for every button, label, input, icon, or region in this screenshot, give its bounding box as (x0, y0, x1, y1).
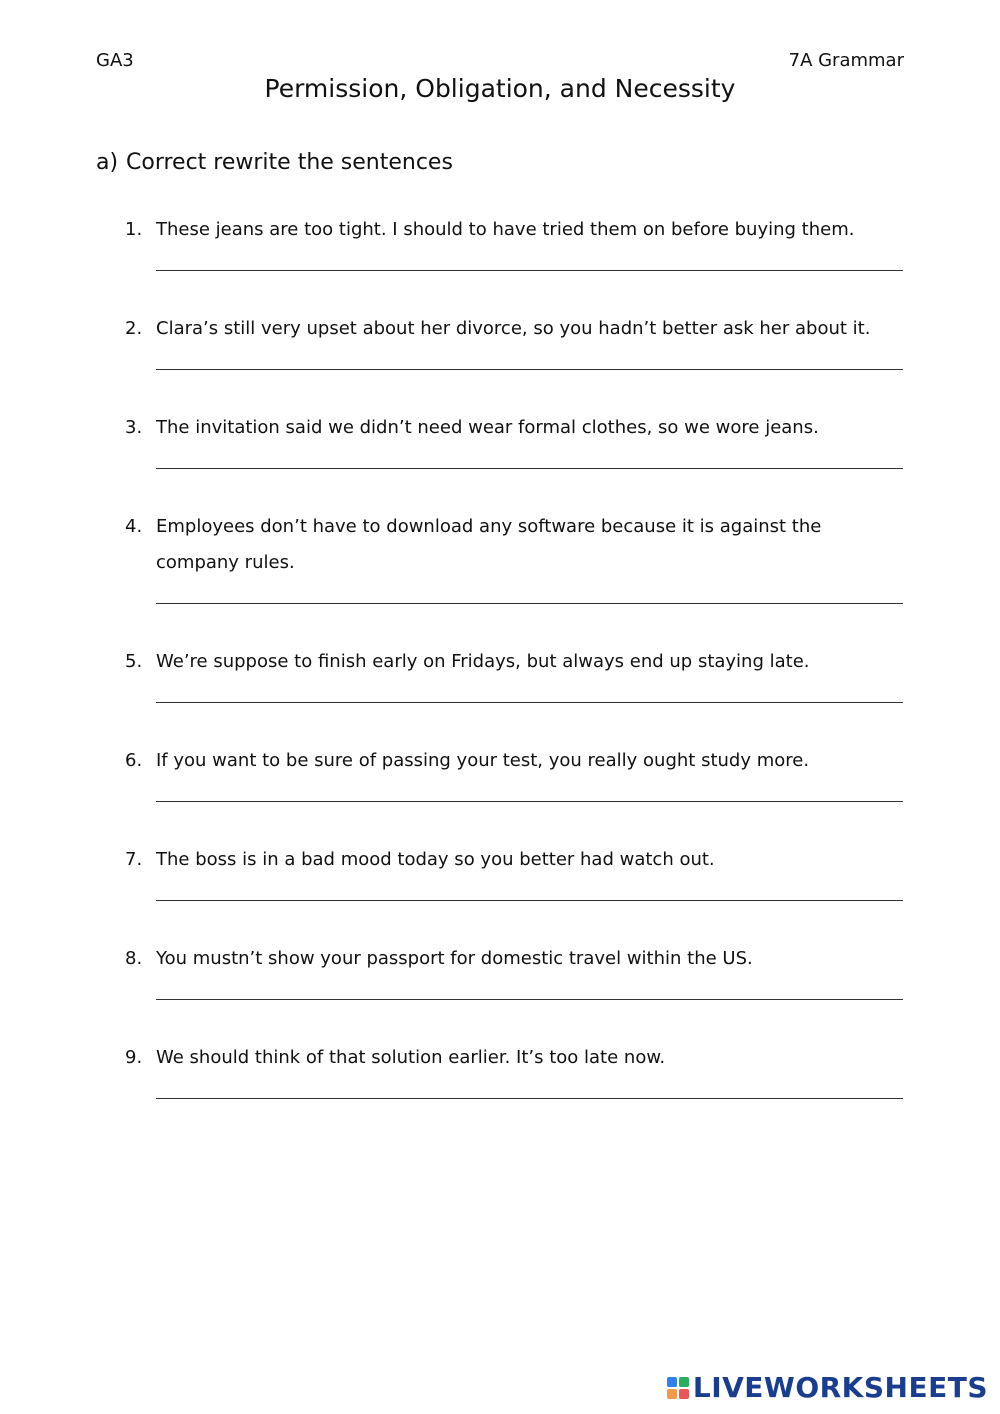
page-title: Permission, Obligation, and Necessity (264, 74, 736, 103)
question-prompt: The invitation said we didn’t need wear formal clothes, so we wore jeans. (156, 417, 819, 438)
question-number: 9. (125, 1047, 143, 1068)
question-prompt: We should think of that solution earlier. It’s too late now. (156, 1047, 666, 1068)
question-prompt: The boss is in a bad mood today so you better had watch out. (156, 849, 715, 870)
logo-text: LIVEWORKSHEETS (692, 1371, 988, 1404)
answer-line[interactable] (156, 801, 903, 802)
logo-square (667, 1389, 677, 1399)
liveworksheets-logo (667, 1371, 988, 1404)
question-prompt: You mustn’t show your passport for domestic travel within the US. (156, 948, 753, 969)
question-item (125, 212, 903, 271)
answer-line[interactable] (156, 369, 903, 370)
answer-line[interactable] (156, 468, 903, 469)
question-number: 3. (125, 417, 143, 438)
question-number: 7. (125, 849, 143, 870)
question-item (125, 410, 903, 469)
answer-line[interactable] (156, 603, 903, 604)
unit-label: 7A Grammar (788, 50, 904, 71)
question-prompt: These jeans are too tight. I should to have tried them on before buying them. (156, 219, 855, 240)
question-item (125, 311, 903, 370)
question-item (125, 743, 903, 802)
question-item (125, 509, 903, 604)
question-number: 5. (125, 651, 143, 672)
question-item (125, 644, 903, 703)
question-number: 4. (125, 516, 143, 537)
question-prompt: We’re suppose to finish early on Fridays, but always end up staying late. (156, 651, 810, 672)
section-letter: a) (96, 150, 119, 175)
question-item (125, 1040, 903, 1099)
question-number: 8. (125, 948, 143, 969)
answer-line[interactable] (156, 900, 903, 901)
question-number: 2. (125, 318, 143, 339)
worksheet-code: GA3 (96, 50, 134, 71)
answer-line[interactable] (156, 270, 903, 271)
question-number: 6. (125, 750, 143, 771)
question-list (125, 212, 903, 1139)
answer-line[interactable] (156, 1098, 903, 1099)
logo-square (679, 1377, 689, 1387)
question-item (125, 842, 903, 901)
logo-square (679, 1389, 689, 1399)
section-heading (96, 150, 453, 175)
answer-line[interactable] (156, 999, 903, 1000)
section-instruction: Correct rewrite the sentences (126, 150, 453, 175)
liveworksheets-logo-icon (667, 1377, 689, 1399)
question-prompt: Employees don’t have to download any software because it is against the company rules. (156, 516, 822, 573)
answer-line[interactable] (156, 702, 903, 703)
question-item (125, 941, 903, 1000)
logo-square (667, 1377, 677, 1387)
question-number: 1. (125, 219, 143, 240)
question-prompt: If you want to be sure of passing your test, you really ought study more. (156, 750, 810, 771)
question-prompt: Clara’s still very upset about her divorce, so you hadn’t better ask her about it. (156, 318, 871, 339)
